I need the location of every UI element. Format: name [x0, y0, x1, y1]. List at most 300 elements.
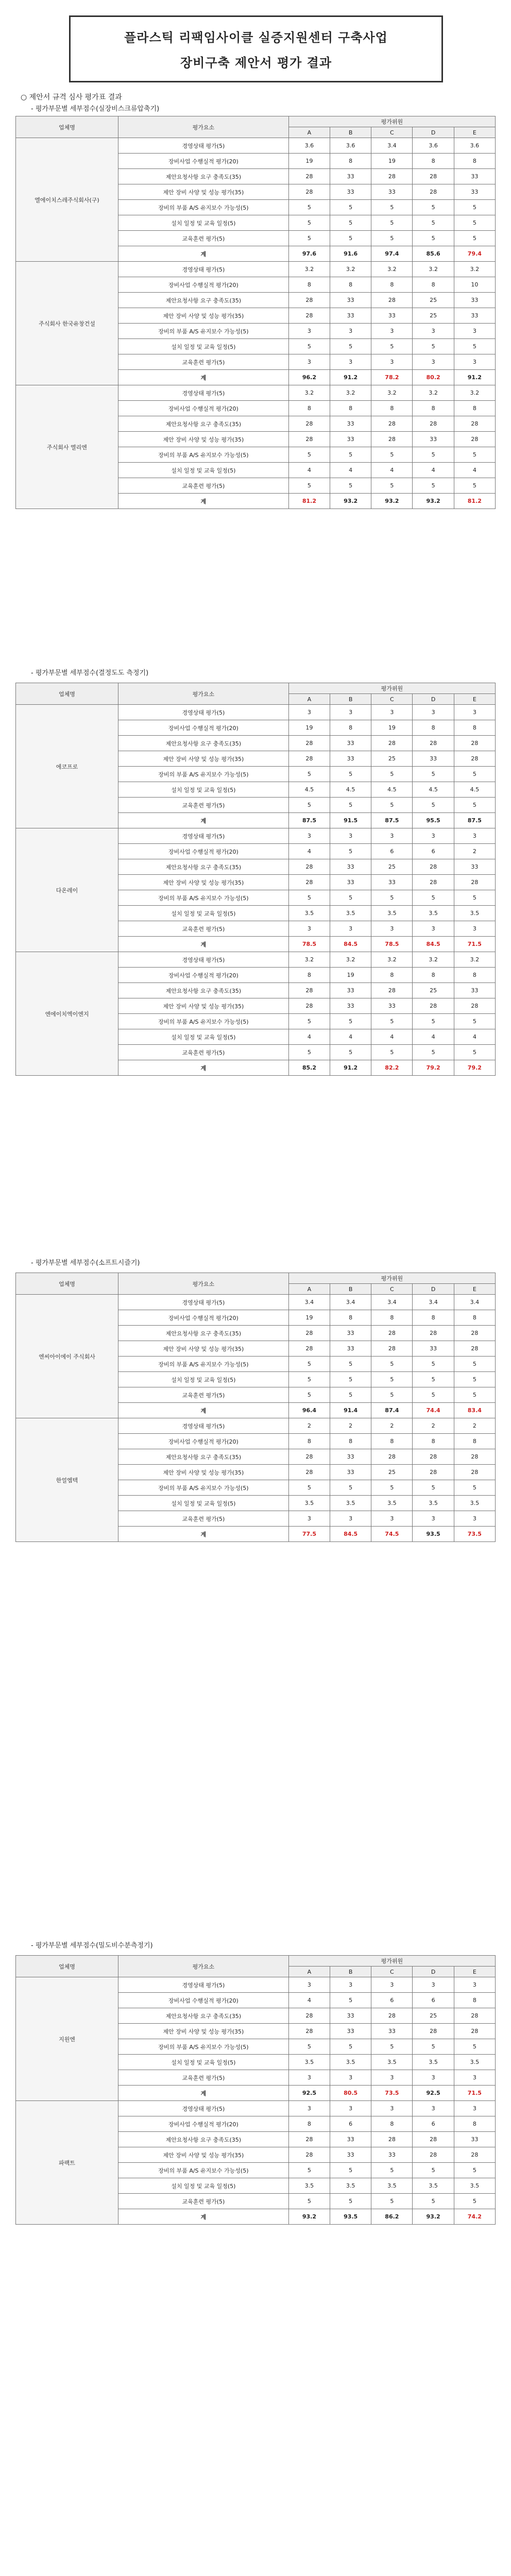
score-cell: 5: [454, 1372, 495, 1387]
score-cell: 3: [413, 828, 454, 844]
score-cell: 3.2: [288, 385, 330, 401]
sum-cell: 93.5: [330, 2209, 371, 2225]
sum-cell: 79.2: [413, 1060, 454, 1076]
score-cell: 8: [371, 968, 413, 983]
score-cell: 5: [330, 478, 371, 494]
score-cell: 3.5: [371, 906, 413, 921]
score-cell: 28: [454, 432, 495, 447]
sum-cell: 85.2: [288, 1060, 330, 1076]
sum-cell: 81.2: [454, 494, 495, 509]
header-judge: B: [330, 1967, 371, 1977]
score-cell: 28: [454, 736, 495, 751]
criteria-label: 교육훈련 평가(5): [118, 2194, 288, 2209]
sum-cell: 73.5: [371, 2086, 413, 2101]
criteria-label: 교육훈련 평가(5): [118, 354, 288, 370]
sum-cell: 92.5: [288, 2086, 330, 2101]
score-cell: 33: [330, 416, 371, 432]
score-cell: 4: [288, 1993, 330, 2008]
score-cell: 3.2: [330, 262, 371, 277]
score-cell: 3: [454, 921, 495, 937]
score-cell: 8: [288, 401, 330, 416]
score-cell: 3: [288, 324, 330, 339]
score-cell: 33: [330, 293, 371, 308]
score-cell: 5: [454, 767, 495, 782]
score-cell: 28: [288, 751, 330, 767]
score-cell: 33: [413, 432, 454, 447]
criteria-label: 경영상태 평가(5): [118, 385, 288, 401]
score-cell: 33: [454, 308, 495, 324]
criteria-label: 장비사업 수행실적 평가(20): [118, 1993, 288, 2008]
sum-label: 계: [118, 246, 288, 262]
score-cell: 5: [413, 2039, 454, 2055]
score-cell: 33: [330, 2132, 371, 2147]
section-subheading: - 평가부문별 세부점수(실장비스크류압축기): [31, 105, 160, 113]
score-cell: 5: [413, 890, 454, 906]
score-cell: 3: [371, 921, 413, 937]
score-cell: 3: [288, 921, 330, 937]
score-cell: 8: [288, 2116, 330, 2132]
score-cell: 3.4: [413, 1295, 454, 1310]
score-cell: 28: [288, 736, 330, 751]
criteria-label: 장비사업 수행실적 평가(20): [118, 844, 288, 859]
score-cell: 3: [288, 828, 330, 844]
score-cell: 28: [413, 998, 454, 1014]
score-cell: 2: [330, 1418, 371, 1434]
title-line-1: 플라스틱 리팩임사이클 실증지원센터 구축사업: [124, 30, 388, 45]
score-cell: 5: [454, 2163, 495, 2178]
score-cell: 5: [413, 1372, 454, 1387]
score-cell: 5: [330, 1993, 371, 2008]
score-cell: 5: [288, 1357, 330, 1372]
score-cell: 33: [330, 736, 371, 751]
score-cell: 33: [330, 432, 371, 447]
score-cell: 3.2: [371, 262, 413, 277]
score-cell: 4: [330, 1029, 371, 1045]
score-cell: 33: [371, 2024, 413, 2039]
criteria-label: 제안 장비 사양 및 성능 평가(35): [118, 998, 288, 1014]
score-cell: 5: [288, 1372, 330, 1387]
score-cell: 5: [330, 767, 371, 782]
score-cell: 2: [454, 1418, 495, 1434]
score-cell: 2: [371, 1418, 413, 1434]
score-cell: 28: [288, 2147, 330, 2163]
header-criteria: 평가요소: [118, 1273, 288, 1295]
header-committee: 평가위원: [288, 1273, 495, 1284]
score-cell: 5: [413, 478, 454, 494]
score-cell: 3: [330, 2070, 371, 2086]
score-cell: 5: [371, 2163, 413, 2178]
score-cell: 8: [371, 1434, 413, 1449]
score-cell: 3: [330, 921, 371, 937]
score-cell: 5: [330, 1045, 371, 1060]
header-judge: C: [371, 127, 413, 138]
score-cell: 25: [413, 308, 454, 324]
sum-cell: 93.2: [413, 2209, 454, 2225]
score-cell: 5: [330, 215, 371, 231]
table-header-row: [16, 1273, 496, 1284]
criteria-label: 제안 장비 사양 및 성능 평가(35): [118, 1465, 288, 1480]
score-cell: 3.2: [413, 262, 454, 277]
score-cell: 5: [288, 2194, 330, 2209]
score-cell: 5: [330, 1480, 371, 1496]
score-cell: 8: [371, 2116, 413, 2132]
sum-label: 계: [118, 813, 288, 828]
header-company: 업체명: [16, 1956, 118, 1977]
header-judge: D: [413, 694, 454, 705]
score-cell: 28: [413, 736, 454, 751]
score-cell: 5: [454, 478, 495, 494]
header-committee: 평가위원: [288, 116, 495, 127]
score-cell: 3.2: [413, 385, 454, 401]
score-cell: 8: [288, 968, 330, 983]
score-cell: 8: [454, 720, 495, 736]
score-cell: 3.5: [413, 906, 454, 921]
score-cell: 5: [330, 1357, 371, 1372]
score-cell: 8: [330, 1310, 371, 1326]
score-cell: 33: [330, 1341, 371, 1357]
score-cell: 3: [371, 2101, 413, 2116]
company-name: 엔씨아이에이 주식회사: [16, 1295, 118, 1418]
score-cell: 8: [288, 277, 330, 293]
criteria-label: 장비사업 수행실적 평가(20): [118, 720, 288, 736]
criteria-label: 장비사업 수행실적 평가(20): [118, 2116, 288, 2132]
score-cell: 5: [454, 339, 495, 354]
score-cell: 5: [454, 447, 495, 463]
score-cell: 3.5: [413, 2055, 454, 2070]
sum-cell: 81.2: [288, 494, 330, 509]
score-cell: 33: [454, 983, 495, 998]
score-cell: 3: [330, 705, 371, 720]
score-cell: 28: [288, 998, 330, 1014]
score-cell: 3: [371, 828, 413, 844]
header-judge: D: [413, 1967, 454, 1977]
score-cell: 3.5: [454, 1496, 495, 1511]
criteria-label: 교육훈련 평가(5): [118, 1511, 288, 1527]
criteria-label: 장비의 부품 A/S 유지보수 가능성(5): [118, 890, 288, 906]
score-cell: 3.5: [413, 1496, 454, 1511]
score-cell: 3: [330, 2101, 371, 2116]
table-row: [16, 138, 496, 154]
score-cell: 3.5: [371, 2055, 413, 2070]
score-cell: 4: [288, 463, 330, 478]
criteria-label: 제안 장비 사양 및 성능 평가(35): [118, 2147, 288, 2163]
header-judge: A: [288, 694, 330, 705]
criteria-label: 제안 장비 사양 및 성능 평가(35): [118, 1341, 288, 1357]
score-cell: 8: [413, 277, 454, 293]
score-cell: 5: [371, 2039, 413, 2055]
criteria-label: 제안 장비 사양 및 성능 평가(35): [118, 875, 288, 890]
header-criteria: 평가요소: [118, 116, 288, 138]
score-cell: 28: [371, 2008, 413, 2024]
score-cell: 5: [413, 447, 454, 463]
sum-cell: 91.2: [330, 370, 371, 385]
score-cell: 3: [454, 354, 495, 370]
score-cell: 28: [371, 416, 413, 432]
score-cell: 25: [413, 2008, 454, 2024]
section-subheading: - 평가부문별 세부점수(결정도도 측정기): [31, 669, 149, 677]
sum-cell: 78.5: [288, 937, 330, 952]
score-cell: 28: [371, 169, 413, 184]
score-cell: 3: [413, 2101, 454, 2116]
score-cell: 5: [288, 478, 330, 494]
header-judge: E: [454, 127, 495, 138]
criteria-label: 제안요청사항 요구 충족도(35): [118, 2132, 288, 2147]
score-cell: 3: [413, 705, 454, 720]
score-cell: 33: [454, 169, 495, 184]
company-name: 파팩트: [16, 2101, 118, 2225]
header-judge: B: [330, 694, 371, 705]
score-cell: 5: [288, 1387, 330, 1403]
criteria-label: 설치 일정 및 교육 일정(5): [118, 906, 288, 921]
score-cell: 3: [454, 324, 495, 339]
score-cell: 25: [413, 983, 454, 998]
sum-cell: 96.2: [288, 370, 330, 385]
score-cell: 3.6: [330, 138, 371, 154]
score-cell: 28: [288, 169, 330, 184]
score-cell: 5: [371, 339, 413, 354]
company-name: 다온레이: [16, 828, 118, 952]
score-cell: 3: [371, 1977, 413, 1993]
score-cell: 3.5: [454, 2055, 495, 2070]
score-cell: 5: [413, 1014, 454, 1029]
sum-cell: 91.2: [454, 370, 495, 385]
table-header-row: [16, 683, 496, 694]
score-cell: 5: [288, 447, 330, 463]
sum-cell: 84.5: [330, 1527, 371, 1542]
criteria-label: 장비의 부품 A/S 유지보수 가능성(5): [118, 1480, 288, 1496]
score-cell: 8: [330, 720, 371, 736]
sum-label: 계: [118, 937, 288, 952]
criteria-label: 제안요청사항 요구 충족도(35): [118, 1326, 288, 1341]
sum-cell: 92.5: [413, 2086, 454, 2101]
score-cell: 3: [330, 324, 371, 339]
score-cell: 5: [454, 890, 495, 906]
score-cell: 28: [413, 169, 454, 184]
score-cell: 28: [288, 184, 330, 200]
score-cell: 5: [330, 798, 371, 813]
score-cell: 33: [330, 1465, 371, 1480]
title-line-2: 장비구축 제안서 평가 결과: [180, 56, 332, 70]
score-cell: 5: [413, 1480, 454, 1496]
score-cell: 8: [454, 401, 495, 416]
score-cell: 4.5: [288, 782, 330, 798]
criteria-label: 제안 장비 사양 및 성능 평가(35): [118, 184, 288, 200]
criteria-label: 설치 일정 및 교육 일정(5): [118, 1496, 288, 1511]
criteria-label: 설치 일정 및 교육 일정(5): [118, 782, 288, 798]
score-cell: 3: [288, 1511, 330, 1527]
sum-cell: 74.5: [371, 1527, 413, 1542]
score-cell: 5: [413, 1357, 454, 1372]
score-cell: 5: [371, 447, 413, 463]
score-cell: 19: [288, 1310, 330, 1326]
score-cell: 28: [454, 416, 495, 432]
score-cell: 3.4: [330, 1295, 371, 1310]
sum-cell: 80.2: [413, 370, 454, 385]
company-name: 엔에이치엑이엔지: [16, 952, 118, 1076]
score-cell: 5: [371, 1372, 413, 1387]
score-cell: 8: [413, 720, 454, 736]
sum-cell: 79.4: [454, 246, 495, 262]
score-cell: 3.2: [371, 952, 413, 968]
score-cell: 28: [288, 2024, 330, 2039]
score-cell: 6: [330, 2116, 371, 2132]
score-cell: 5: [454, 1045, 495, 1060]
score-cell: 3.4: [371, 138, 413, 154]
score-cell: 8: [454, 154, 495, 169]
score-cell: 19: [371, 154, 413, 169]
score-cell: 5: [330, 1372, 371, 1387]
score-cell: 8: [454, 1310, 495, 1326]
score-cell: 3.6: [413, 138, 454, 154]
criteria-label: 설치 일정 및 교육 일정(5): [118, 1372, 288, 1387]
score-cell: 6: [371, 1993, 413, 2008]
sum-cell: 87.5: [288, 813, 330, 828]
score-cell: 19: [371, 720, 413, 736]
company-name: 주식회사 엘리엔: [16, 385, 118, 509]
score-cell: 3: [371, 705, 413, 720]
score-cell: 33: [454, 293, 495, 308]
score-cell: 4.5: [330, 782, 371, 798]
score-cell: 28: [454, 1449, 495, 1465]
score-cell: 5: [330, 231, 371, 246]
criteria-label: 경영상태 평가(5): [118, 705, 288, 720]
sum-cell: 87.5: [454, 813, 495, 828]
criteria-label: 교육훈련 평가(5): [118, 231, 288, 246]
criteria-label: 경영상태 평가(5): [118, 1418, 288, 1434]
score-cell: 4: [371, 463, 413, 478]
score-cell: 5: [288, 2163, 330, 2178]
section-subheading: - 평가부문별 세부점수(소프트시즐기): [31, 1259, 140, 1267]
score-cell: 4: [413, 1029, 454, 1045]
score-cell: 28: [288, 1326, 330, 1341]
score-cell: 5: [288, 231, 330, 246]
criteria-label: 장비의 부품 A/S 유지보수 가능성(5): [118, 2039, 288, 2055]
score-cell: 3.5: [288, 2055, 330, 2070]
score-cell: 5: [288, 215, 330, 231]
criteria-label: 경영상태 평가(5): [118, 952, 288, 968]
criteria-label: 경영상태 평가(5): [118, 262, 288, 277]
score-cell: 3: [371, 324, 413, 339]
score-cell: 25: [371, 1465, 413, 1480]
criteria-label: 장비의 부품 A/S 유지보수 가능성(5): [118, 324, 288, 339]
score-cell: 8: [330, 154, 371, 169]
header-company: 업체명: [16, 116, 118, 138]
header-company: 업체명: [16, 1273, 118, 1295]
score-cell: 5: [288, 339, 330, 354]
score-cell: 5: [330, 2163, 371, 2178]
company-name: 주식회사 한국유창건설: [16, 262, 118, 385]
score-cell: 3: [330, 1977, 371, 1993]
criteria-label: 제안요청사항 요구 충족도(35): [118, 1449, 288, 1465]
score-cell: 28: [288, 308, 330, 324]
score-cell: 8: [413, 968, 454, 983]
score-cell: 3: [413, 2070, 454, 2086]
criteria-label: 장비의 부품 A/S 유지보수 가능성(5): [118, 1014, 288, 1029]
sum-label: 계: [118, 370, 288, 385]
criteria-label: 제안요청사항 요구 충족도(35): [118, 983, 288, 998]
company-name: 한얼엠텍: [16, 1418, 118, 1542]
sum-cell: 85.6: [413, 246, 454, 262]
score-cell: 4: [288, 844, 330, 859]
score-cell: 4.5: [454, 782, 495, 798]
criteria-label: 제안요청사항 요구 충족도(35): [118, 2008, 288, 2024]
score-cell: 33: [330, 1449, 371, 1465]
header-judge: C: [371, 1284, 413, 1295]
score-cell: 2: [454, 844, 495, 859]
score-cell: 3: [454, 828, 495, 844]
score-cell: 5: [454, 200, 495, 215]
score-cell: 5: [413, 215, 454, 231]
table-row: [16, 1418, 496, 1434]
score-cell: 5: [371, 767, 413, 782]
criteria-label: 설치 일정 및 교육 일정(5): [118, 339, 288, 354]
score-cell: 3: [454, 2101, 495, 2116]
criteria-label: 장비의 부품 A/S 유지보수 가능성(5): [118, 447, 288, 463]
criteria-label: 설치 일정 및 교육 일정(5): [118, 2178, 288, 2194]
score-cell: 5: [330, 339, 371, 354]
score-cell: 3.2: [330, 952, 371, 968]
score-cell: 3.5: [454, 2178, 495, 2194]
score-cell: 4: [413, 463, 454, 478]
score-cell: 10: [454, 277, 495, 293]
criteria-label: 경영상태 평가(5): [118, 2101, 288, 2116]
sum-cell: 73.5: [454, 1527, 495, 1542]
score-cell: 5: [413, 767, 454, 782]
score-cell: 5: [288, 767, 330, 782]
criteria-label: 경영상태 평가(5): [118, 1295, 288, 1310]
score-cell: 28: [413, 416, 454, 432]
score-cell: 28: [454, 1465, 495, 1480]
table-row: [16, 828, 496, 844]
criteria-label: 교육훈련 평가(5): [118, 1045, 288, 1060]
score-cell: 8: [454, 2116, 495, 2132]
score-cell: 3: [371, 1511, 413, 1527]
sum-cell: 82.2: [371, 1060, 413, 1076]
score-cell: 5: [413, 1045, 454, 1060]
criteria-label: 설치 일정 및 교육 일정(5): [118, 463, 288, 478]
score-cell: 8: [288, 1434, 330, 1449]
header-judge: E: [454, 1967, 495, 1977]
company-name: 에코프로: [16, 705, 118, 828]
score-cell: 33: [413, 1341, 454, 1357]
sum-cell: 79.2: [454, 1060, 495, 1076]
sum-cell: 91.4: [330, 1403, 371, 1418]
criteria-label: 장비사업 수행실적 평가(20): [118, 154, 288, 169]
score-cell: 5: [454, 231, 495, 246]
score-cell: 3.2: [454, 385, 495, 401]
score-cell: 33: [330, 751, 371, 767]
score-cell: 28: [288, 432, 330, 447]
score-cell: 8: [371, 277, 413, 293]
header-judge: C: [371, 1967, 413, 1977]
score-cell: 28: [288, 1341, 330, 1357]
sum-label: 계: [118, 494, 288, 509]
score-cell: 5: [288, 2039, 330, 2055]
criteria-label: 설치 일정 및 교육 일정(5): [118, 215, 288, 231]
score-cell: 28: [288, 1449, 330, 1465]
score-cell: 5: [330, 2194, 371, 2209]
sum-cell: 86.2: [371, 2209, 413, 2225]
score-cell: 8: [454, 1434, 495, 1449]
score-cell: 3.4: [371, 1295, 413, 1310]
score-cell: 5: [454, 1357, 495, 1372]
criteria-label: 장비의 부품 A/S 유지보수 가능성(5): [118, 2163, 288, 2178]
score-cell: 5: [413, 231, 454, 246]
score-cell: 3: [371, 354, 413, 370]
sum-cell: 97.4: [371, 246, 413, 262]
header-judge: B: [330, 1284, 371, 1295]
score-cell: 28: [371, 1449, 413, 1465]
